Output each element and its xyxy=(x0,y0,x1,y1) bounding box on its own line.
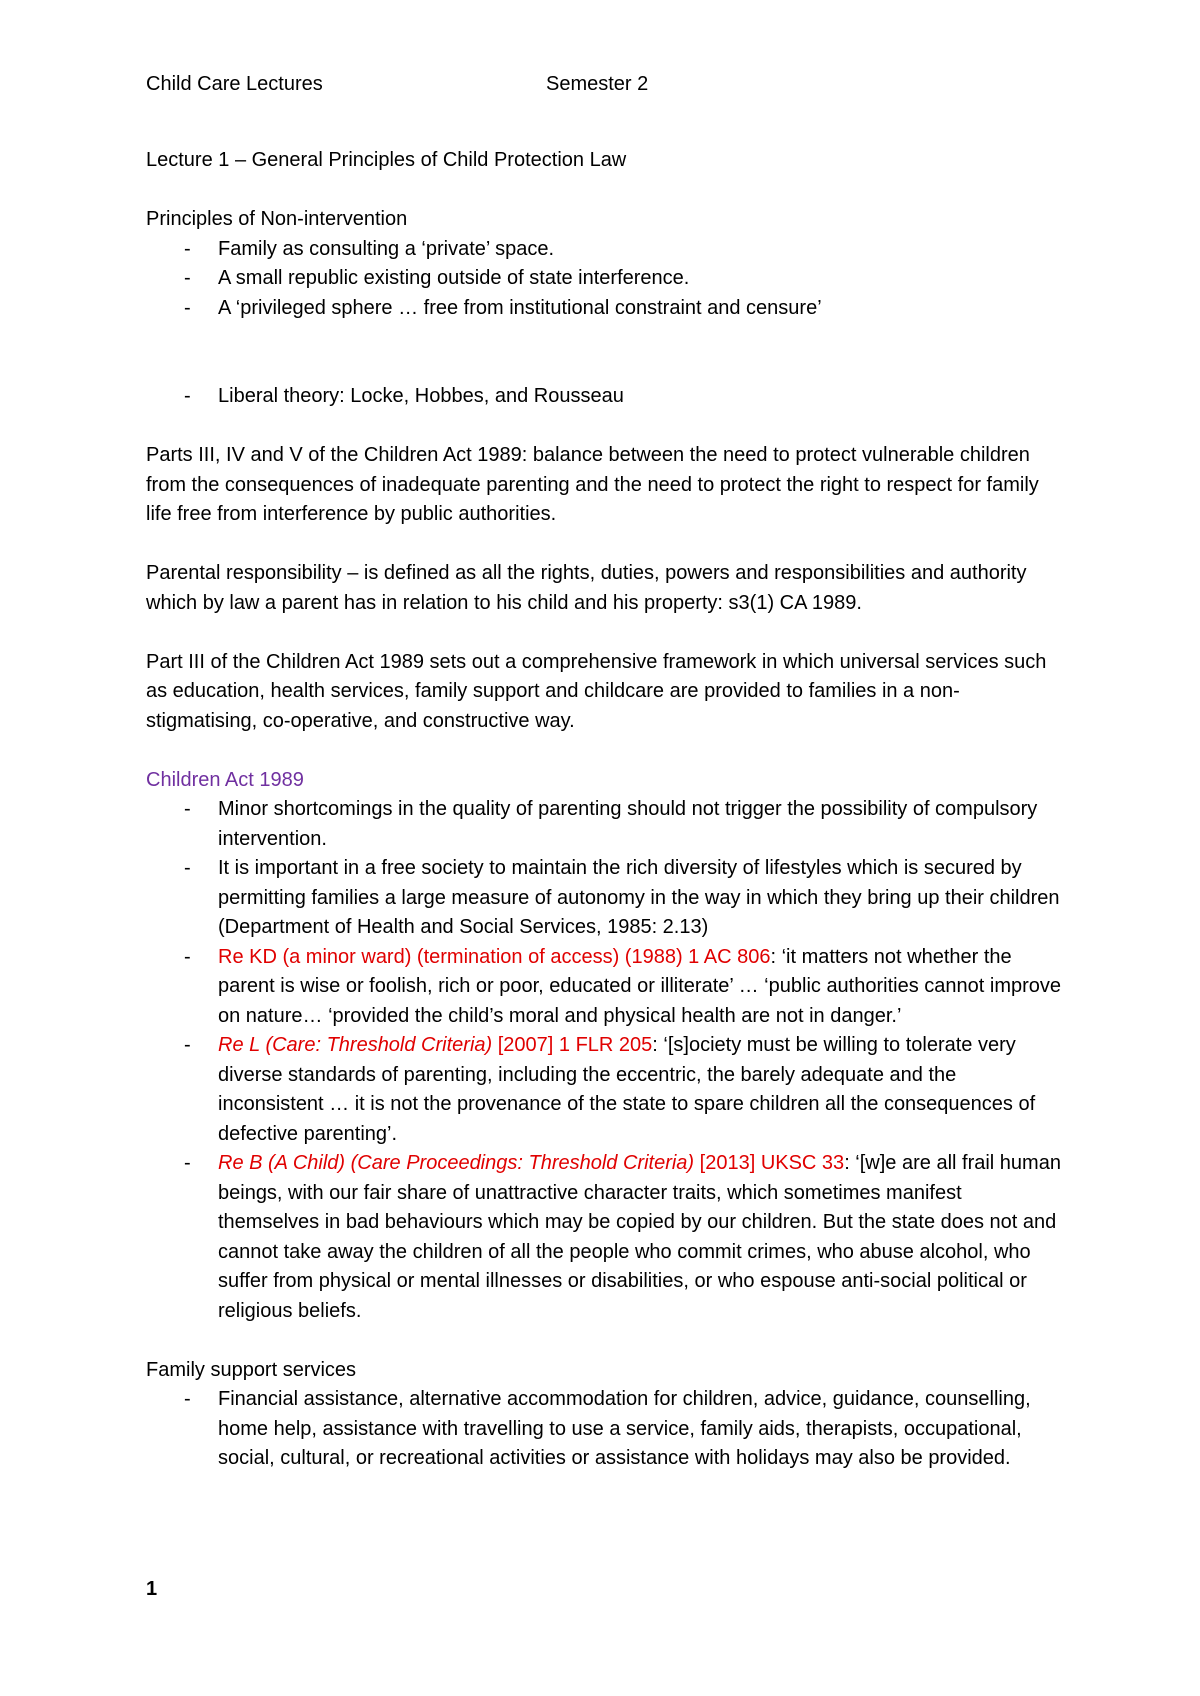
list-item: - Family as consulting a ‘private’ space. xyxy=(146,235,1066,265)
case-citation: Re KD (a minor ward) (termination of access) (1988) 1 AC 806 xyxy=(218,945,771,968)
case-citation: [2013] UKSC 33 xyxy=(694,1152,845,1174)
case-quote: : ‘[w]e are all frail human beings, with our fair share of unattractive character traits, which sometimes manifest themselves in bad behaviours which may be copied by our children. But the state does not and cannot take away the children of all the people who commit crimes, who abuse alcohol, who suffer from physical or mental illnesses or disabilities, or who espouse anti-social political or religious beliefs. xyxy=(218,1152,1061,1322)
case-citation: [2007] 1 FLR 205 xyxy=(492,1034,653,1056)
paragraph-part-iii: Part III of the Children Act 1989 sets out a comprehensive framework in which universal services such as education, health services, family support and childcare are provided to families in a non-stigmatising, co-operative, and constructive way. xyxy=(146,650,1047,732)
list-item: - It is important in a free society to maintain the rich diversity of lifestyles which is secured by permitting families a large measure of autonomy in the way in which they bring up their children (Department of Health and Social Services, 1985: 2.13) xyxy=(146,854,1066,943)
header-semester: Semester 2 xyxy=(546,73,649,95)
header-course-title: Child Care Lectures xyxy=(146,73,323,95)
case-quote: : ‘it matters not whether the parent is wise or foolish, rich or poor, educated or illiterate’ … ‘public authorities cannot improve on nature… ‘provided the child’s moral and physical health are not in danger.’ xyxy=(218,945,1062,1027)
non-intervention-heading: Principles of Non-intervention xyxy=(146,208,408,230)
paragraph-parts-iii-iv-v: Parts III, IV and V of the Children Act 1989: balance between the need to protect vulnerable children from the consequences of inadequate parenting and the need to protect the right to respect for family life free from interference by public authorities. xyxy=(146,444,1039,525)
family-support-heading: Family support services xyxy=(146,1358,357,1381)
list-item xyxy=(146,1031,1066,1149)
document-page xyxy=(146,70,1066,1474)
lecture-title: Lecture 1 – General Principles of Child Protection Law xyxy=(146,149,627,171)
case-name: Re B (A Child) (Care Proceedings: Threshold Criteria) xyxy=(218,1152,695,1174)
list-item: - A ‘privileged sphere … free from institutional constraint and censure’ xyxy=(146,294,1066,324)
case-name: Re L (Care: Threshold Criteria) xyxy=(218,1034,493,1056)
list-item: - A small republic existing outside of state interference. xyxy=(146,264,1066,294)
children-act-list xyxy=(146,795,1066,1326)
page-header xyxy=(146,70,1066,100)
list-item xyxy=(146,943,1066,1032)
list-item: - Liberal theory: Locke, Hobbes, and Rousseau xyxy=(146,382,1066,412)
list-item: - Financial assistance, alternative accommodation for children, advice, guidance, counselling, home help, assistance with travelling to use a service, family aids, therapists, occupational, social, cultural, or recreational activities or assistance with holidays may also be provided. xyxy=(146,1385,1066,1474)
list-item xyxy=(146,1149,1066,1326)
children-act-heading: Children Act 1989 xyxy=(146,768,304,791)
case-quote: : ‘[s]ociety must be willing to tolerate very diverse standards of parenting, including the eccentric, the barely adequate and the inconsistent … it is not the provenance of the state to spare children all the consequences of defective parenting’. xyxy=(218,1034,1036,1145)
liberal-theory-list xyxy=(146,382,1066,412)
list-item: - Minor shortcomings in the quality of parenting should not trigger the possibility of compulsory intervention. xyxy=(146,795,1066,854)
page-number: 1 xyxy=(146,1578,158,1600)
paragraph-parental-responsibility: Parental responsibility – is defined as all the rights, duties, powers and responsibilities and authority which by law a parent has in relation to his child and his property: s3(1) CA 1989. xyxy=(146,562,1027,614)
non-intervention-list xyxy=(146,235,1066,324)
family-support-list xyxy=(146,1385,1066,1474)
